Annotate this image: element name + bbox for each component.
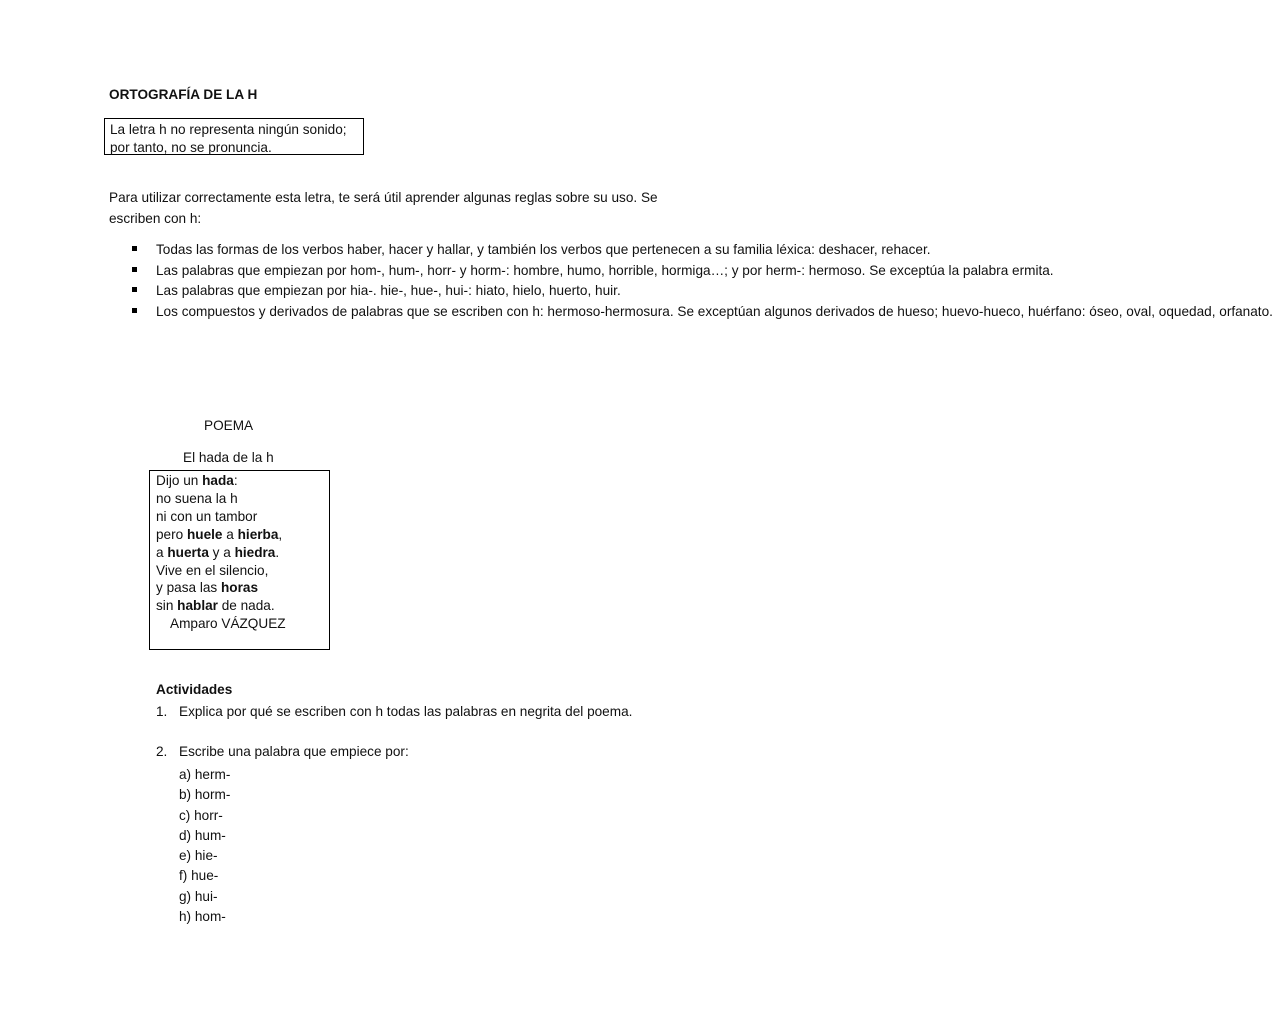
poem-text: de nada. bbox=[217, 598, 275, 614]
poem-text: sin bbox=[156, 598, 178, 614]
poem-line bbox=[156, 490, 329, 508]
bullet-icon bbox=[132, 246, 137, 251]
activity-number: 2. bbox=[156, 744, 168, 759]
poem-text: Dijo un bbox=[156, 473, 203, 488]
poem-line bbox=[156, 526, 329, 544]
poem-line bbox=[156, 544, 329, 562]
poem-line bbox=[156, 562, 329, 580]
activity-item bbox=[156, 704, 632, 719]
poem-author: Amparo VÁZQUEZ bbox=[170, 616, 286, 632]
bullet-icon bbox=[132, 267, 137, 272]
prefix-item: g) hui- bbox=[179, 888, 218, 904]
poem-title: El hada de la h bbox=[183, 450, 274, 465]
rule-item bbox=[130, 261, 1054, 282]
rule-item bbox=[130, 240, 931, 261]
poem-text: a bbox=[156, 544, 168, 560]
rules-list bbox=[130, 240, 1273, 322]
poem-text: , bbox=[278, 526, 283, 542]
poem-bold-word: hierba bbox=[237, 526, 279, 542]
poem-bold-word: huele bbox=[186, 526, 223, 542]
rule-text: Las palabras que empiezan por hom-, hum-, horr- y horm-: hombre, humo, horrible, hormiga…; y por herm-: hermoso. Se exceptúa la palabra ermita. bbox=[156, 262, 1054, 278]
poem-text: y pasa las bbox=[156, 580, 221, 596]
poem-heading: POEMA bbox=[204, 418, 254, 433]
poem-line bbox=[156, 579, 329, 597]
prefix-item: a) herm- bbox=[179, 767, 231, 782]
poem-line bbox=[156, 508, 329, 526]
poem-text: ni con un tambor bbox=[156, 508, 258, 524]
prefix-item: b) horm- bbox=[179, 787, 231, 803]
poem-text: y a bbox=[208, 544, 235, 560]
activity-text: Escribe una palabra que empiece por: bbox=[179, 744, 409, 759]
poem-line bbox=[156, 472, 329, 490]
prefix-item: e) hie- bbox=[179, 848, 218, 864]
bullet-icon bbox=[132, 287, 137, 292]
rule-item bbox=[130, 281, 670, 302]
prefix-item: c) horr- bbox=[179, 807, 223, 823]
rule-text: Las palabras que empiezan por hia-. hie-, hue-, hui-: hiato, hielo, huerto, huir. bbox=[156, 283, 621, 298]
intro-paragraph: Para utilizar correctamente esta letra, te será útil aprender algunas reglas sobre su uso. Se escriben con h: bbox=[109, 190, 658, 226]
activities-heading: Actividades bbox=[156, 682, 233, 697]
poem-bold-word: hada bbox=[202, 473, 234, 488]
poem-bold-word: horas bbox=[220, 580, 259, 596]
poem-bold-word: huerta bbox=[167, 544, 209, 560]
poem-line bbox=[156, 597, 329, 615]
prefix-list bbox=[179, 765, 230, 927]
poem-lines bbox=[156, 472, 329, 615]
poem-box bbox=[149, 470, 330, 650]
activity-number: 1. bbox=[156, 704, 168, 719]
definition-line: por tanto, no se pronuncia. bbox=[110, 140, 272, 155]
prefix-item: h) hom- bbox=[179, 909, 226, 925]
activity-text: Explica por qué se escriben con h todas las palabras en negrita del poema. bbox=[179, 704, 633, 719]
poem-text: Vive en el silencio, bbox=[156, 562, 269, 578]
poem-text: . bbox=[275, 544, 280, 560]
rule-text: Todas las formas de los verbos haber, hacer y hallar, y también los verbos que pertenecen a su familia léxica: deshacer, rehacer. bbox=[156, 242, 931, 257]
poem-text: a bbox=[222, 526, 238, 542]
poem-text: : bbox=[233, 473, 238, 488]
poem-bold-word: hiedra bbox=[234, 544, 276, 560]
poem-text: pero bbox=[156, 526, 187, 542]
poem-text: no suena la h bbox=[156, 490, 238, 506]
activity-item bbox=[156, 744, 409, 759]
definition-box bbox=[104, 118, 364, 155]
bullet-icon bbox=[132, 308, 137, 313]
definition-line: La letra h no representa ningún sonido; bbox=[110, 122, 347, 137]
rule-text: Los compuestos y derivados de palabras que se escriben con h: hermoso-hermosura. Se exceptúan algunos derivados de hueso; huevo-hueco, huérfano: óseo, oval, oquedad, orfanato. bbox=[156, 303, 1273, 319]
rule-item bbox=[130, 302, 1273, 323]
poem-bold-word: hablar bbox=[177, 598, 218, 614]
page-title: ORTOGRAFÍA DE LA H bbox=[109, 87, 258, 102]
prefix-item: d) hum- bbox=[179, 827, 226, 843]
prefix-item: f) hue- bbox=[179, 868, 219, 884]
